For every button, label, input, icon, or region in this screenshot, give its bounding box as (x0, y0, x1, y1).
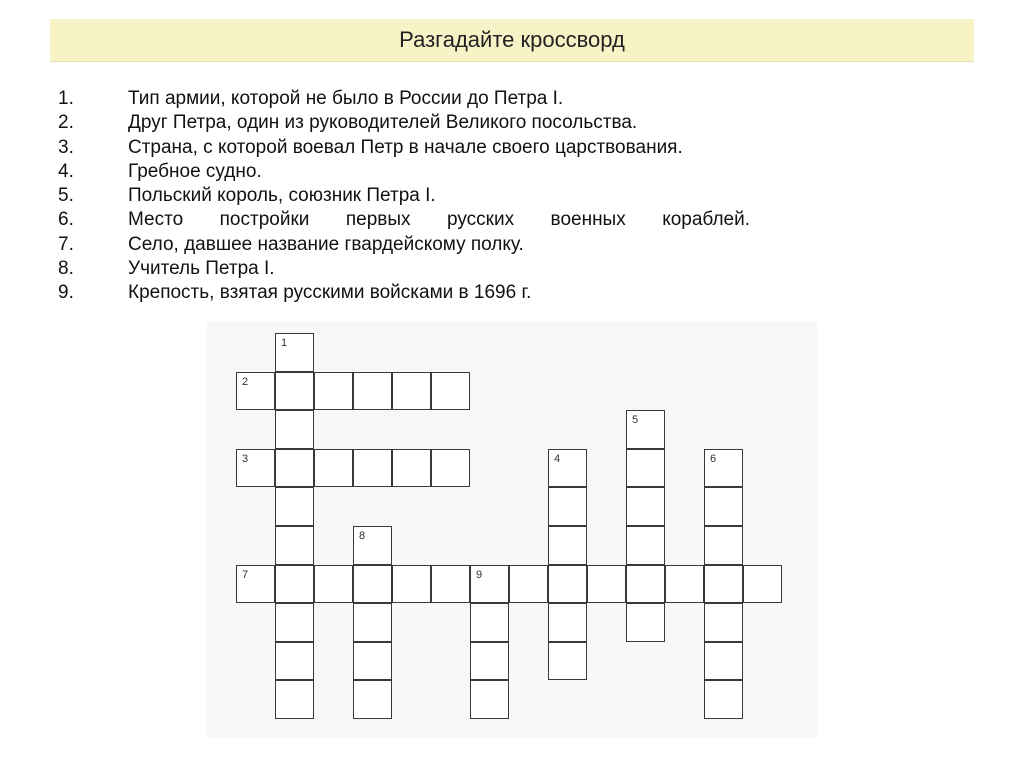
clue-text: Польский король, союзник Петра I. (128, 185, 436, 207)
page-title-bar (50, 19, 974, 62)
crossword-cell[interactable] (275, 449, 314, 488)
cell-number-label: 7 (242, 568, 249, 581)
crossword-cell[interactable] (275, 680, 314, 719)
crossword-cell[interactable] (704, 449, 743, 488)
clue-number: 3. (58, 136, 74, 158)
crossword-cell[interactable] (353, 642, 392, 681)
crossword-cell[interactable] (548, 526, 587, 565)
crossword-cell[interactable] (353, 565, 392, 604)
clue-number: 5. (58, 185, 74, 207)
cell-number-label: 9 (476, 568, 483, 581)
clue-list (58, 87, 818, 306)
crossword-cell[interactable] (704, 565, 743, 604)
crossword-cell[interactable] (314, 565, 353, 604)
page-title: Разгадайте кроссворд (399, 27, 625, 52)
clue-text: Учитель Петра I. (128, 258, 275, 280)
crossword-cell[interactable] (275, 603, 314, 642)
clue-text: Друг Петра, один из руководителей Великого посольства. (128, 112, 638, 134)
crossword-cell[interactable] (236, 372, 275, 411)
crossword-cell[interactable] (392, 372, 431, 411)
crossword-cell[interactable] (548, 642, 587, 681)
cell-number-label: 4 (554, 452, 561, 465)
crossword-cell[interactable] (275, 487, 314, 526)
crossword-cell[interactable] (587, 565, 626, 604)
crossword-cell[interactable] (704, 680, 743, 719)
crossword-cell[interactable] (548, 449, 587, 488)
crossword-cell[interactable] (275, 526, 314, 565)
crossword-cell[interactable] (275, 565, 314, 604)
crossword-cell[interactable] (704, 487, 743, 526)
crossword-cell[interactable] (470, 642, 509, 681)
crossword-grid (207, 322, 817, 738)
clue-item (58, 233, 818, 257)
clue-number: 1. (58, 88, 74, 109)
clue-text: Место постройки первых русских военных кораблей. (128, 209, 750, 231)
clue-number: 2. (58, 112, 74, 134)
cell-number-label: 3 (242, 452, 249, 465)
clue-number: 7. (58, 233, 74, 255)
clue-number: 6. (58, 209, 74, 231)
clue-item (58, 208, 818, 232)
cell-number-label: 1 (281, 337, 288, 349)
crossword-cell[interactable] (626, 526, 665, 565)
clue-text: Гребное судно. (128, 160, 262, 182)
cell-number-label: 5 (632, 414, 639, 427)
crossword-cell[interactable] (626, 449, 665, 488)
crossword-cell[interactable] (275, 642, 314, 681)
crossword-cell[interactable] (353, 603, 392, 642)
clue-item (58, 136, 818, 160)
crossword-cell[interactable] (626, 565, 665, 604)
crossword-cell[interactable] (353, 526, 392, 565)
crossword-cell[interactable] (704, 526, 743, 565)
crossword-cell[interactable] (275, 333, 314, 372)
clue-item (58, 111, 818, 135)
crossword-cell[interactable] (548, 565, 587, 604)
cell-number-label: 6 (710, 452, 717, 465)
crossword-cell[interactable] (236, 565, 275, 604)
clue-text: Страна, с которой воевал Петр в начале своего царствования. (128, 136, 683, 158)
crossword-cell[interactable] (353, 680, 392, 719)
cell-number-label: 2 (242, 375, 249, 388)
clue-text: Село, давшее название гвардейскому полку. (128, 233, 524, 255)
crossword-cell[interactable] (626, 410, 665, 449)
crossword-cell[interactable] (509, 565, 548, 604)
crossword-cell[interactable] (470, 680, 509, 719)
crossword-cell[interactable] (431, 449, 470, 488)
crossword-cell[interactable] (431, 372, 470, 411)
clue-item (58, 160, 818, 184)
crossword-cell[interactable] (470, 565, 509, 604)
clue-number: 4. (58, 160, 74, 182)
clue-item (58, 281, 818, 305)
crossword-cell[interactable] (392, 565, 431, 604)
clue-number: 9. (58, 282, 74, 304)
crossword-cell[interactable] (704, 603, 743, 642)
clue-text: Крепость, взятая русскими войсками в 1696 г. (128, 282, 532, 304)
crossword-cell[interactable] (236, 449, 275, 488)
crossword-cell[interactable] (626, 603, 665, 642)
crossword-cell[interactable] (275, 410, 314, 449)
crossword-cell[interactable] (743, 565, 782, 604)
crossword-cell[interactable] (626, 487, 665, 526)
clue-item (58, 257, 818, 281)
crossword-cell[interactable] (704, 642, 743, 681)
crossword-cell[interactable] (470, 603, 509, 642)
crossword-cell[interactable] (314, 372, 353, 411)
cell-number-label: 8 (359, 530, 366, 542)
crossword-cell[interactable] (353, 372, 392, 411)
crossword-cell[interactable] (431, 565, 470, 604)
clue-item (58, 184, 818, 208)
crossword-cell[interactable] (548, 603, 587, 642)
crossword-cell[interactable] (353, 449, 392, 488)
clue-item (58, 87, 818, 111)
crossword-cell[interactable] (548, 487, 587, 526)
crossword-cell[interactable] (275, 372, 314, 411)
clue-number: 8. (58, 258, 74, 280)
crossword-cell[interactable] (392, 449, 431, 488)
clue-text: Тип армии, которой не было в России до Петра I. (128, 88, 564, 109)
crossword-cell[interactable] (314, 449, 353, 488)
crossword-cell[interactable] (665, 565, 704, 604)
